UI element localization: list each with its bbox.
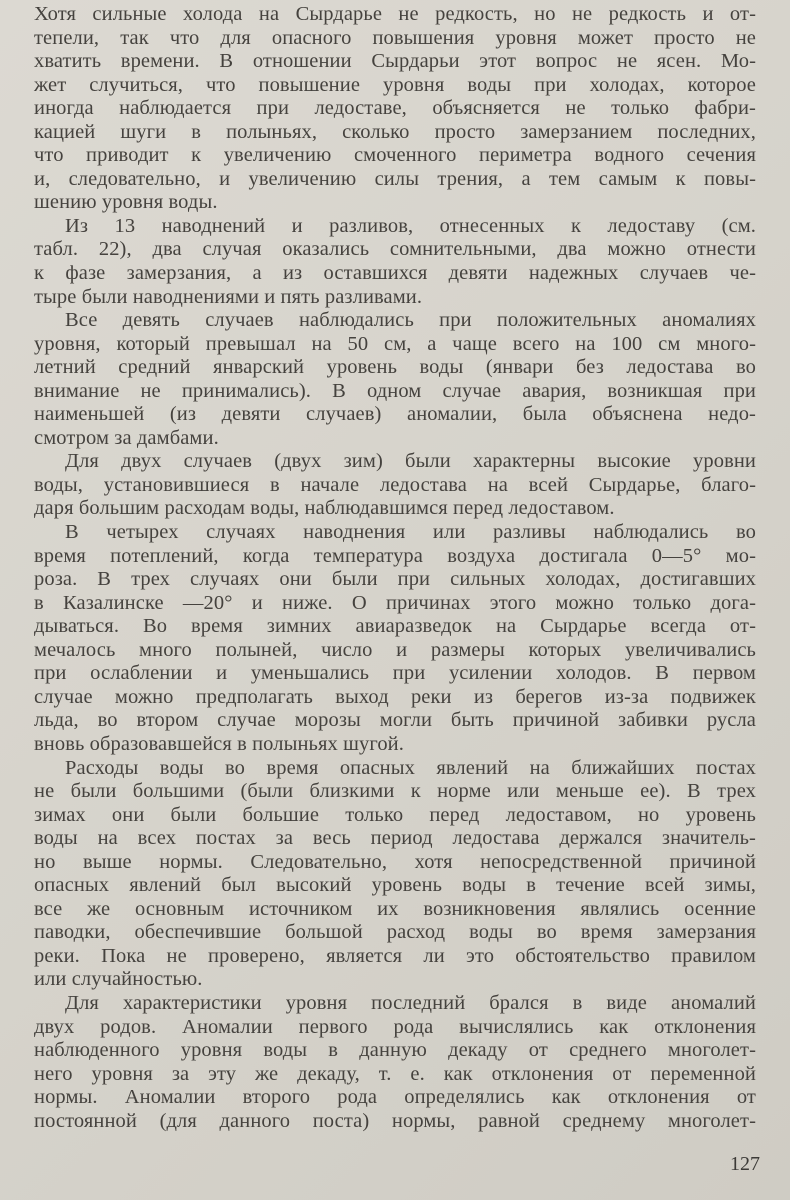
text-line: Хотя сильные холода на Сырдарье не редкость, но не редкость и от- [34, 3, 756, 25]
text-line: и, следовательно, и увеличению силы трения, а тем самым к повы- [34, 167, 756, 190]
text-line: к фазе замерзания, а из оставшихся девяти надежных случаев че- [34, 262, 756, 285]
text-line: роза. В трех случаях они были при сильных холодах, достигавших [34, 568, 756, 591]
text-line: воды на всех постах за весь период ледостава держался значитель- [34, 827, 756, 850]
text-line: него уровня за эту же декаду, т. е. как отклонения от переменной [34, 1062, 756, 1085]
text-line: кацией шуги в полыньях, сколько просто замерзанием последних, [34, 120, 756, 143]
paragraph [34, 992, 756, 1133]
text-line: уровня, который превышал на 50 см, а чаще всего на 100 см много- [34, 332, 756, 355]
text-line: летний средний январский уровень воды (январи без ледостава во [34, 356, 756, 379]
text-line: или случайностью. [34, 968, 203, 991]
text-line: при ослаблении и уменьшались при усилении холодов. В первом [34, 662, 756, 685]
text-line: тепели, так что для опасного повышения уровня может просто не [34, 26, 756, 49]
text-line: воды, установившиеся в начале ледостава на всей Сырдарье, благо- [34, 473, 756, 496]
text-line: хватить времени. В отношении Сырдарьи этот вопрос не ясен. Мо- [34, 50, 756, 73]
paragraph [34, 215, 756, 309]
text-line: Расходы воды во время опасных явлений на ближайших постах [65, 756, 756, 779]
text-line: даря большим расходам воды, наблюдавшимся перед ледоставом. [34, 497, 615, 520]
text-line: в Казалинске —20° и ниже. О причинах этого можно только дога- [34, 591, 756, 614]
text-line: Из 13 наводнений и разливов, отнесенных к ледоставу (см. [65, 214, 756, 237]
paragraph [34, 309, 756, 450]
paragraph [34, 450, 756, 521]
text-line: шению уровня воды. [34, 191, 218, 214]
text-line: тыре были наводнениями и пять разливами. [34, 285, 423, 308]
text-line: не были большими (были близкими к норме или меньше ее). В трех [34, 780, 756, 803]
text-line: табл. 22), два случая оказались сомнительными, два можно отнести [34, 238, 756, 261]
text-line: нормы. Аномалии второго рода определялись как отклонения от [34, 1086, 756, 1109]
text-line: В четырех случаях наводнения или разливы наблюдались во [65, 521, 756, 544]
text-line: реки. Пока не проверено, является ли это обстоятельство правилом [34, 944, 756, 967]
text-line: все же основным источником их возникновения являлись осенние [34, 897, 756, 920]
text-line: иногда наблюдается при ледоставе, объясняется не только фабри- [34, 97, 756, 120]
text-line: Для двух случаев (двух зим) были характерны высокие уровни [65, 450, 756, 473]
text-line: паводки, обеспечившие большой расход воды во время замерзания [34, 921, 756, 944]
paragraph [34, 757, 756, 992]
paragraph [34, 521, 756, 756]
text-line: постоянной (для данного поста) нормы, равной среднему многолет- [34, 1109, 756, 1132]
text-line: наблюденного уровня воды в данную декаду от среднего многолет- [34, 1039, 756, 1062]
text-line: жет случиться, что повышение уровня воды при холодах, которое [34, 73, 756, 96]
text-line: вновь образовавшейся в полыньях шугой. [34, 732, 404, 755]
text-line: смотром за дамбами. [34, 426, 219, 449]
text-line: Для характеристики уровня последний брался в виде аномалий [65, 991, 756, 1014]
paragraph [34, 3, 756, 215]
text-line: время потеплений, когда температура воздуха достигала 0—5° мо- [34, 544, 756, 567]
page-body [34, 3, 756, 1133]
text-line: двух родов. Аномалии первого рода вычислялись как отклонения [34, 1015, 756, 1038]
text-line: дываться. Во время зимних авиаразведок на Сырдарье всегда от- [34, 615, 756, 638]
page-number: 127 [730, 1153, 760, 1175]
text-line: мечалось много полыней, число и размеры которых увеличивались [34, 638, 756, 661]
text-line: Все девять случаев наблюдались при положительных аномалиях [65, 309, 756, 332]
text-line: внимание не принимались). В одном случае авария, возникшая при [34, 379, 756, 402]
text-line: случае можно предполагать выход реки из берегов из-за подвижек [34, 685, 756, 708]
text-line: зимах они были большие только перед ледоставом, но уровень [34, 803, 756, 826]
text-line: что приводит к увеличению смоченного периметра водного сечения [34, 144, 756, 167]
text-line: но выше нормы. Следовательно, хотя непосредственной причиной [34, 850, 756, 873]
text-line: опасных явлений был высокий уровень воды в течение всей зимы, [34, 874, 756, 897]
text-line: льда, во втором случае морозы могли быть причиной забивки русла [34, 709, 756, 732]
text-line: наименьшей (из девяти случаев) аномалии, была объяснена недо- [34, 403, 756, 426]
